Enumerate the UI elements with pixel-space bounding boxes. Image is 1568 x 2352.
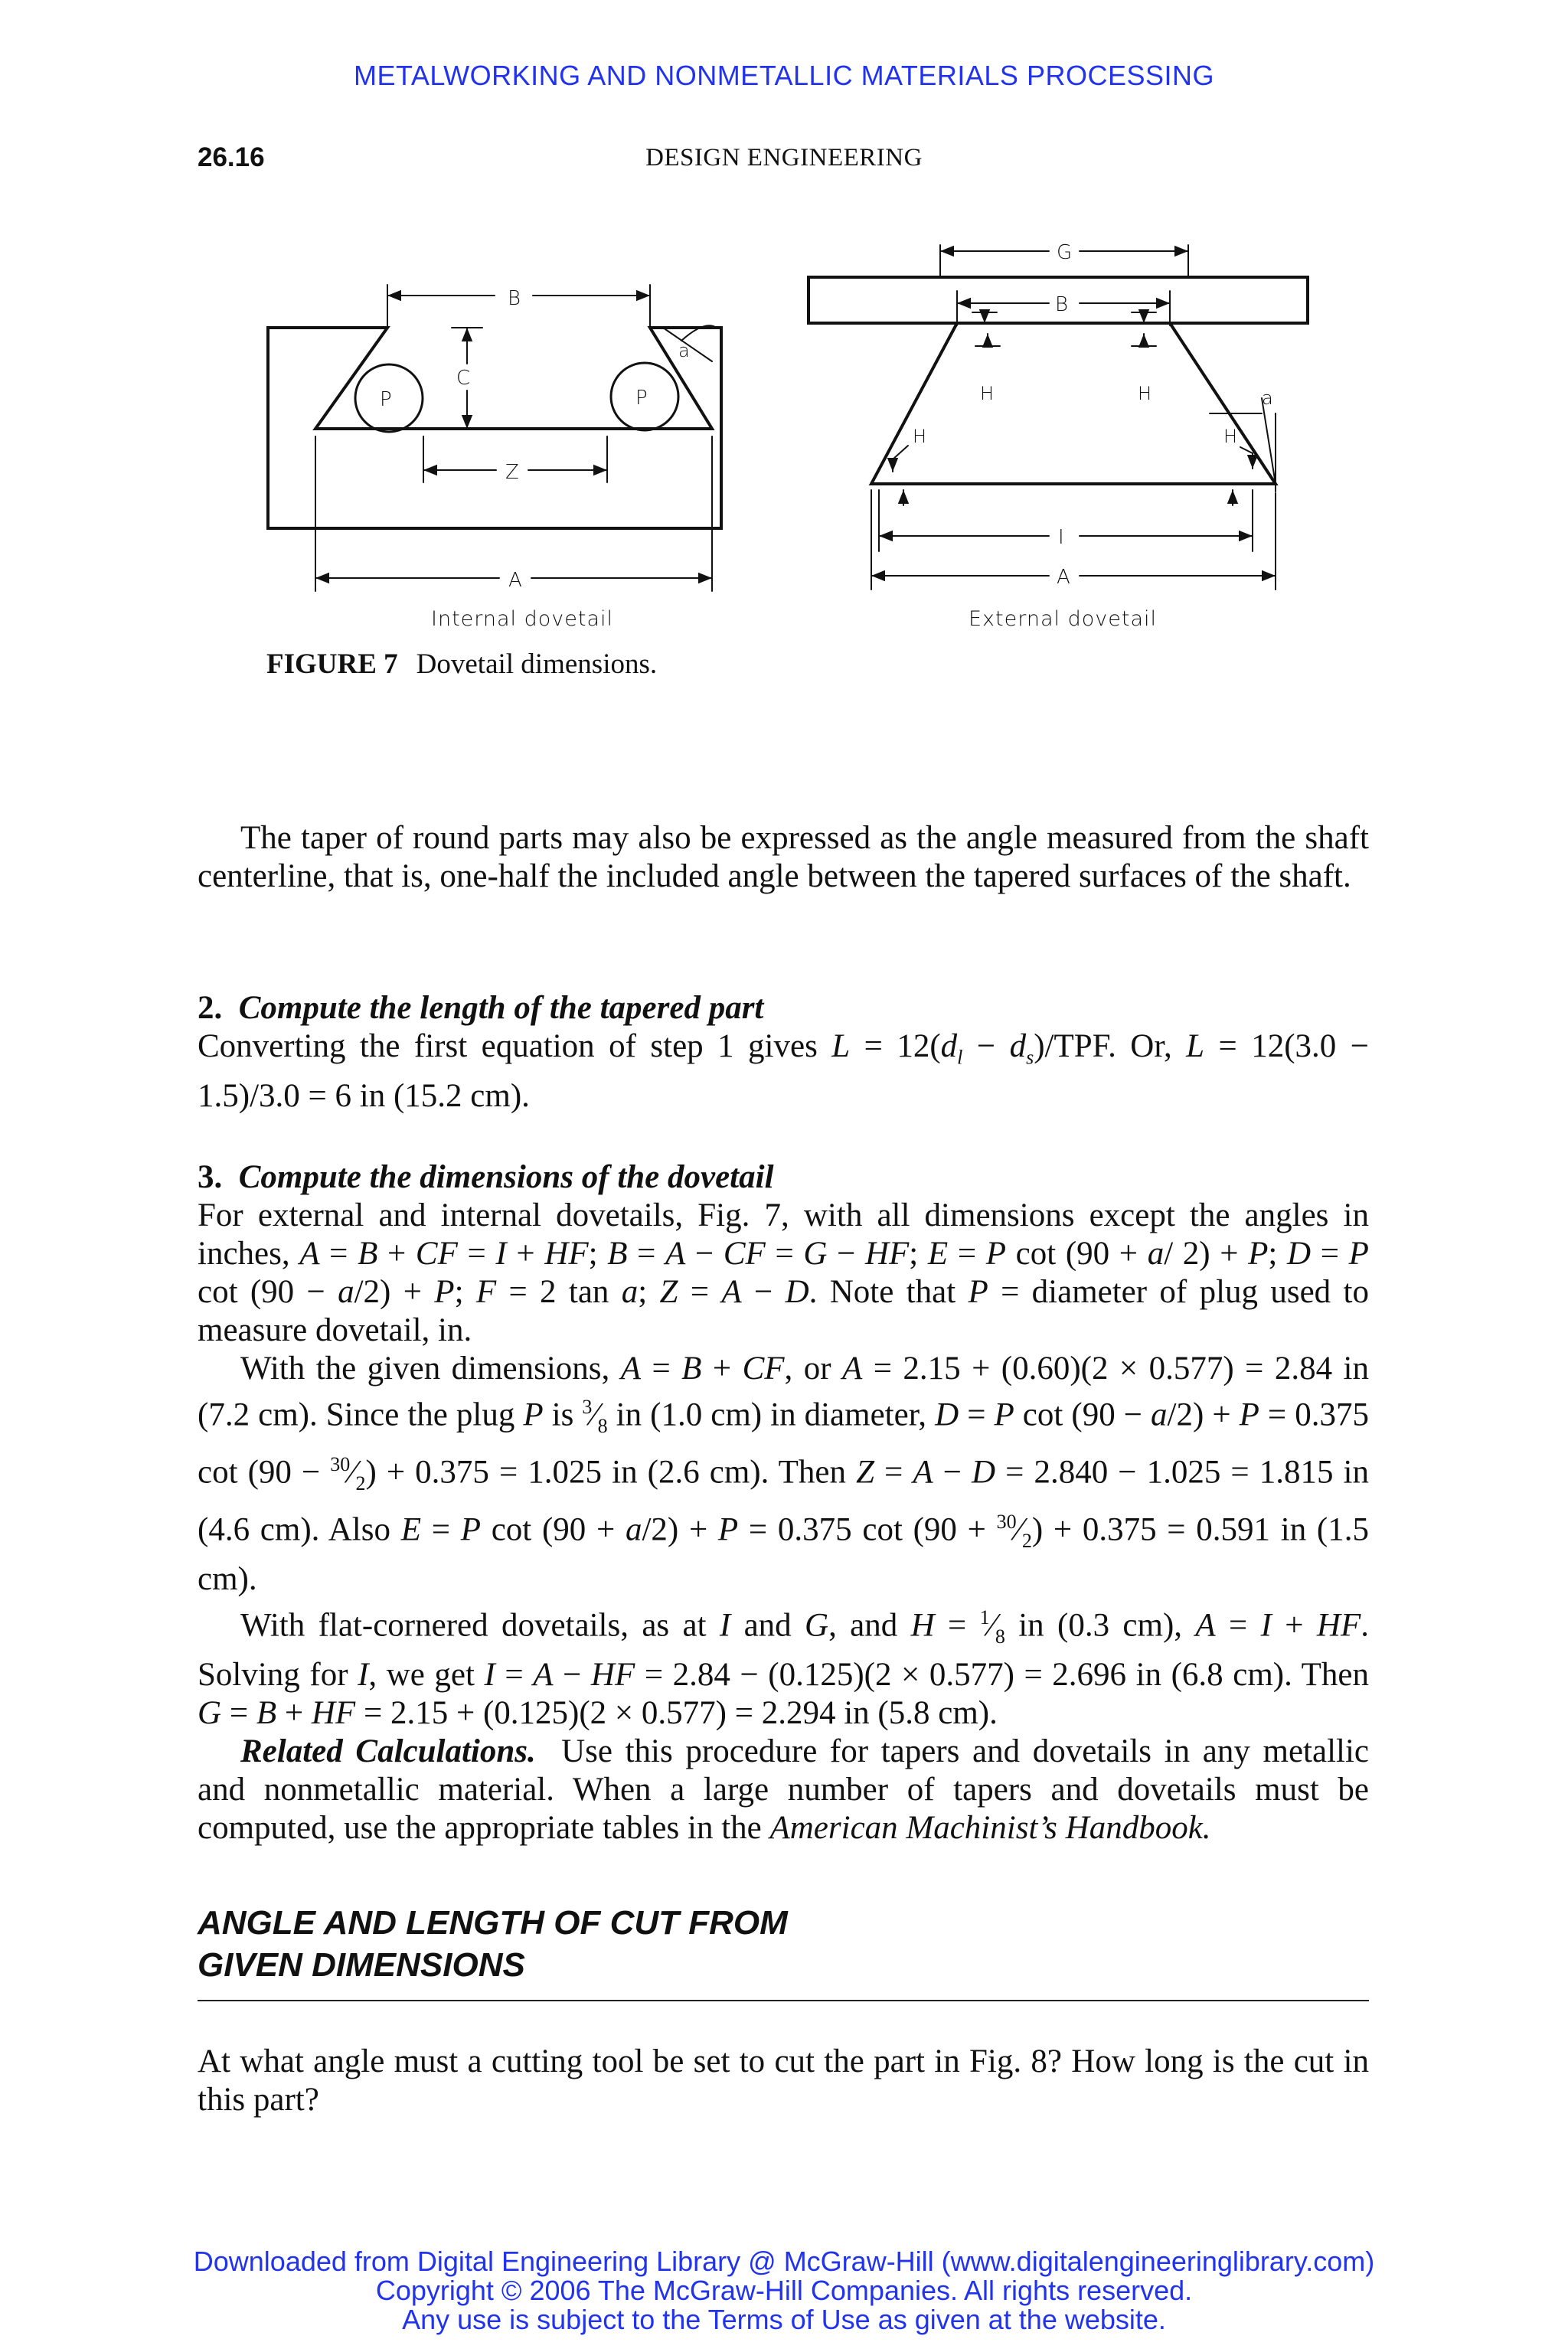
footer-download-line[interactable]: Downloaded from Digital Engineering Library @ McGraw-Hill (www.digitalengineeringlibrary.com) <box>193 2246 1375 2277</box>
question-paragraph: At what angle must a cutting tool be set to cut the part in Fig. 8? How long is the cut in this part? <box>198 2043 1369 2118</box>
related-calculations: Related Calculations. Use this procedure for tapers and dovetails in any metallic and nonmetallic material. When a large number of tapers and dovetails must be computed, use the appropriate tables in the American Machinist’s Handbook. <box>198 1733 1369 1846</box>
step-2-text: Converting the first equation of step 1 gives $L = 12(d_l - d_s)/TPF$. Or, L = 12(3.0 − 1.5)/3.0 = 6 in (15.2 cm). <box>198 1028 1369 1114</box>
external-label-A: A <box>1057 566 1070 589</box>
page-banner: METALWORKING AND NONMETALLIC MATERIALS PROCESSING <box>354 60 1214 91</box>
external-label-a: a <box>1262 387 1273 409</box>
internal-label-A: A <box>508 569 522 592</box>
footer-terms-line: Any use is subject to the Terms of Use as given at the website. <box>402 2304 1166 2335</box>
internal-label-B: B <box>508 287 521 310</box>
figure-caption <box>266 648 657 681</box>
section-heading: ANGLE AND LENGTH OF CUT FROM GIVEN DIMENSIONS <box>198 1904 788 1984</box>
internal-label-Z: Z <box>505 461 519 484</box>
step-3-given-dimensions: With the given dimensions, A = B + CF, or A = 2.15 + (0.60)(2 × 0.577) = 2.84 in (7.2 cm). Since the plug P is $^3⁄_8$ in (1.0 cm) in diameter, D = P cot (90 − a/2) + P = 0.375 $\cot (90 - ^{30}⁄_2) + 0.375 = 1.025$ in (2.6 cm). Then Z = A − D = 2.840 − 1.025 = 1.815 in (4.6 cm). Also E = P cot (90 + a/2) + P = 0.375 $\cot (90 + ^{30}⁄_2) + 0.375 = 0.591$ in (1.5 cm). <box>198 1351 1369 1597</box>
section-rule <box>198 2000 1369 2001</box>
step-3-heading: 3. Compute the dimensions of the dovetail <box>198 1159 774 1195</box>
external-label-G: G <box>1057 241 1073 264</box>
step-2 <box>198 989 1369 1116</box>
external-dovetail-body <box>871 323 1276 484</box>
page-number: 26.16 <box>198 142 265 172</box>
external-label-H-2: H <box>1138 383 1152 404</box>
step-3-flat-cornered: With flat-cornered dovetails, as at I and G, and $H = ^1⁄_8$ in (0.3 cm), A = I + HF. Solving for I, we get I = A − HF = 2.84 − (0.125)(2 × 0.577) = 2.696 in (6.8 cm). Then G = B + HF = 2.15 + (0.125)(2 × 0.577) = 2.294 in (5.8 cm). <box>198 1606 1369 1731</box>
figure-number: FIGURE 7 <box>266 648 398 680</box>
external-label-I: I <box>1058 526 1064 549</box>
download-footer <box>0 2247 1568 2334</box>
internal-dovetail-drawing <box>268 285 721 591</box>
step-3 <box>198 1158 1369 1847</box>
step-2-heading: 2. Compute the length of the tapered part <box>198 990 764 1026</box>
running-head: DESIGN ENGINEERING <box>645 144 923 172</box>
internal-label-P-left: P <box>380 388 392 411</box>
paragraph-taper: The taper of round parts may also be expressed as the angle measured from the shaft centerline, that is, one-half the included angle between the tapered surfaces of the shaft. <box>198 820 1369 894</box>
footer-copyright-line: Copyright © 2006 The McGraw-Hill Companies. All rights reserved. <box>375 2275 1193 2306</box>
external-caption: External dovetail <box>969 607 1157 631</box>
external-label-H-4: H <box>1223 426 1238 447</box>
internal-label-a: a <box>678 340 690 361</box>
internal-label-C: C <box>456 367 471 390</box>
figure-caption-text: Dovetail dimensions. <box>416 648 658 680</box>
step-3-text: For external and internal dovetails, Fig. 7, with all dimensions except the angles in inches, A = B + CF = I + HF; B = A − CF = G − HF; E = P cot (90 + a/ 2) + P; D = P cot (90 − a/2) + P; F = 2 tan a; Z = A − D. Note that P = diameter of plug used to measure dovetail, in. <box>198 1197 1369 1348</box>
internal-caption: Internal dovetail <box>431 607 614 631</box>
external-label-H-3: H <box>913 426 927 447</box>
external-label-B: B <box>1055 293 1069 316</box>
figure-dovetail-dimensions <box>253 230 1325 658</box>
internal-label-P-right: P <box>635 387 648 410</box>
external-label-H-1: H <box>980 383 995 404</box>
